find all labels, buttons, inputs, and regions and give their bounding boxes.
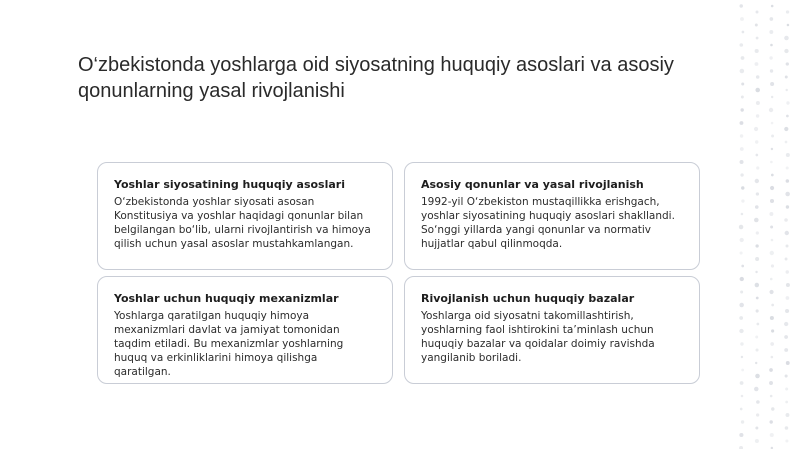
card-text: Yoshlarga oid siyosatni takomillashtirish, yoshlarning faol ishtirokini ta’minlash uchun huquqiy bazalar va qoidalar doimiy ravishda yangilanib boriladi. [421,310,655,364]
decorative-dot [755,140,758,143]
decorative-dot [740,277,744,281]
decorative-dot [740,342,743,345]
decorative-dot [740,291,743,294]
decorative-dot [756,192,759,195]
decorative-dot [756,309,759,312]
decorative-dot [755,244,758,247]
decorative-dot [770,69,773,72]
decorative-dot [769,290,773,294]
decorative-dot [756,297,759,300]
decorative-dot [739,316,743,320]
card-heading: Yoshlar siyosatining huquqiy asoslari [114,178,345,191]
decorative-dot [785,309,789,313]
decorative-dot [786,101,789,104]
decorative-dot [754,127,758,131]
slide-title: O‘zbekistonda yoshlarga oid siyosatning huquqiy asoslari va asosiy qonunlarning yasal rivojlanishi [78,54,674,102]
card-legal-foundations [97,162,393,270]
decorative-dot [755,62,759,66]
decorative-dot [756,413,759,416]
decorative-dot [771,174,774,177]
decorative-dot [770,278,773,281]
decorative-dot [786,296,790,300]
decorative-dot [741,265,744,268]
decorative-dot [770,433,774,437]
decorative-dot [739,4,742,7]
decorative-dot [785,426,789,430]
card-main-laws [404,162,700,270]
decorative-dot [770,251,774,255]
decorative-dot [756,400,760,404]
decorative-dot [771,264,774,267]
decorative-dot [785,374,788,377]
decorative-dot [771,122,774,125]
decorative-dot [755,49,759,53]
decorative-dot [739,303,744,308]
decorative-dot [756,101,760,105]
decorative-dot [785,76,788,79]
decorative-dot [786,413,790,417]
decorative-dot [742,31,745,34]
decorative-dot [740,408,743,411]
decorative-dot [741,395,744,398]
decorative-dot [770,17,774,21]
decorative-dot [755,205,759,209]
decorative-dot [771,5,774,8]
decorative-dot [785,388,788,391]
decorative-dot [755,257,759,261]
decorative-dot [770,186,774,190]
decorative-dot [786,153,790,157]
card-heading: Yoshlar uchun huquqiy mexanizmlar [114,292,339,305]
decorative-dot [755,362,757,364]
decorative-dot [741,369,744,372]
decorative-dot [771,407,774,410]
decorative-dot [771,356,774,359]
decorative-dot [784,322,788,326]
decorative-dot [754,387,758,391]
decorative-dot [756,323,759,326]
decorative-dot [740,160,744,164]
decorative-dot [755,24,758,27]
card-heading: Rivojlanish uchun huquqiy bazalar [421,292,635,305]
decorative-dot [755,427,758,430]
decorative-dot [786,361,790,365]
decorative-dot [741,96,744,99]
decorative-dot [754,218,759,223]
decorative-dot [786,245,789,248]
decorative-dot [771,304,774,307]
decorative-dot [740,43,744,47]
card-legal-mechanisms [97,276,393,384]
card-text: 1992-yil O‘zbekiston mustaqillikka erishgach, yoshlar siyosatining huquqiy asoslari shakllandi. So‘nggi yillarda yangi qonunlar va normativ hujjatlar qabul qilinmoqda. [421,196,675,250]
decorative-dot [769,368,773,372]
decorative-dot [769,56,772,59]
decorative-dot [785,141,788,144]
decorative-dot [785,89,787,91]
decorative-dot [740,134,743,137]
decorative-dot [741,83,744,86]
decorative-dot-pattern [730,0,800,449]
decorative-dot [785,192,790,197]
decorative-dot [769,381,773,385]
decorative-dot [784,335,788,339]
decorative-dot [770,82,774,86]
decorative-dot [769,108,773,112]
decorative-dot [769,30,773,34]
decorative-dot [755,271,757,273]
decorative-dot [786,62,789,65]
decorative-dot [770,199,774,203]
decorative-dot [755,336,758,339]
decorative-dot [756,154,759,157]
decorative-dot [786,283,790,287]
decorative-dot [770,395,773,398]
decorative-dot [784,348,788,352]
decorative-dot [771,135,774,138]
decorative-dot [785,258,788,261]
decorative-dot [755,439,759,443]
decorative-dot [771,239,774,242]
decorative-dot [740,238,744,242]
decorative-dot [786,179,790,183]
decorative-dot [770,44,773,47]
card-text: O‘zbekistonda yoshlar siyosati asosan Konstitusiya va yoshlar haqidagi qonunlar bilan belgilangan bo‘lib, ularni rivojlantirish va himoya qilish uchun yasal asoslar mustahkamlangan. [114,196,371,250]
decorative-dot [784,49,788,53]
decorative-dot [740,69,745,74]
decorative-dot [740,108,743,111]
decorative-dot [785,439,788,442]
decorative-dot [755,283,759,287]
decorative-dot [756,166,759,169]
card-text: Yoshlarga qaratilgan huquqiy himoya mexanizmlari davlat va jamiyat tomonidan taqdim etiladi. Bu mexanizmlar yoshlarning huquq va erkinliklarini himoya qilishga qaratilgan. [114,310,344,378]
decorative-dot [756,75,760,79]
decorative-dot [740,17,744,21]
decorative-dot [740,121,744,125]
decorative-dot [769,212,773,216]
decorative-dot [787,24,790,27]
decorative-dot [786,115,789,118]
decorative-dot [770,342,774,346]
decorative-dot [756,37,759,40]
decorative-dot [755,88,760,93]
decorative-dot [740,381,744,385]
decorative-dot [756,348,759,351]
decorative-dot [741,56,745,60]
decorative-dot [784,218,788,222]
decorative-dot [784,127,788,131]
decorative-dot [786,10,789,13]
decorative-dot [771,329,774,332]
decorative-dot [756,11,759,14]
decorative-dot [786,166,789,169]
decorative-dot [741,213,744,216]
decorative-dot [785,401,788,404]
card-heading: Asosiy qonunlar va yasal rivojlanish [421,178,644,191]
decorative-dot [740,251,743,254]
decorative-dot [756,114,759,117]
decorative-dot [739,329,743,333]
decorative-dot [741,186,744,189]
decorative-dot [756,231,759,234]
decorative-dot [784,36,789,41]
decorative-dot [771,96,773,98]
card-legal-bases [404,276,700,384]
decorative-dot [741,356,743,358]
decorative-dot [739,225,744,230]
decorative-dot [771,148,773,150]
decorative-dot [786,270,789,273]
decorative-dot [740,173,743,176]
decorative-dot [785,231,789,235]
decorative-dot [786,205,789,208]
decorative-dot [755,179,759,183]
decorative-dot [740,147,744,151]
decorative-dot [741,199,744,202]
decorative-dot [741,420,744,423]
decorative-dot [770,316,774,320]
decorative-dot [770,161,773,164]
decorative-dot [739,433,743,437]
decorative-dot [755,374,760,379]
decorative-dot [770,226,773,229]
decorative-dot [770,420,773,423]
